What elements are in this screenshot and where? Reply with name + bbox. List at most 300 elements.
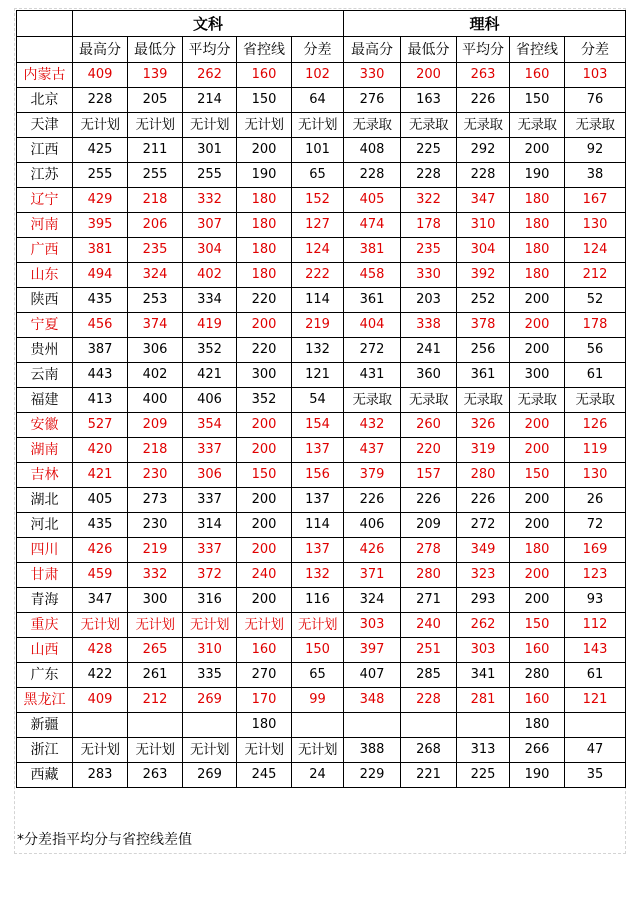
province-cell: 江西 (17, 138, 73, 163)
score-cell: 139 (128, 63, 183, 88)
province-cell: 浙江 (17, 738, 73, 763)
score-cell: 226 (457, 488, 510, 513)
score-cell: 304 (457, 238, 510, 263)
score-cell: 260 (401, 413, 457, 438)
table-row (17, 538, 626, 563)
table-row (17, 63, 626, 88)
score-cell: 374 (128, 313, 183, 338)
score-cell: 263 (457, 63, 510, 88)
column-header: 最高分 (344, 37, 401, 63)
province-cell: 河北 (17, 513, 73, 538)
table-row (17, 388, 626, 413)
score-cell: 180 (510, 713, 565, 738)
score-cell: 205 (128, 88, 183, 113)
province-cell: 北京 (17, 88, 73, 113)
province-cell: 云南 (17, 363, 73, 388)
score-cell: 335 (183, 663, 237, 688)
score-cell: 209 (128, 413, 183, 438)
score-cell: 301 (183, 138, 237, 163)
table-row (17, 113, 626, 138)
table-row (17, 613, 626, 638)
score-cell: 无计划 (237, 613, 292, 638)
score-cell: 337 (183, 438, 237, 463)
score-cell: 200 (237, 313, 292, 338)
score-cell: 169 (565, 538, 626, 563)
score-cell: 无计划 (128, 613, 183, 638)
score-cell: 230 (128, 513, 183, 538)
score-cell: 422 (73, 663, 128, 688)
table-row (17, 288, 626, 313)
province-cell: 四川 (17, 538, 73, 563)
score-cell: 47 (565, 738, 626, 763)
score-cell: 435 (73, 513, 128, 538)
score-cell: 322 (401, 188, 457, 213)
score-cell: 303 (457, 638, 510, 663)
score-cell: 379 (344, 463, 401, 488)
score-cell: 402 (128, 363, 183, 388)
score-cell: 200 (237, 413, 292, 438)
score-cell: 200 (237, 138, 292, 163)
score-cell: 200 (510, 413, 565, 438)
score-cell: 332 (183, 188, 237, 213)
score-cell: 310 (183, 638, 237, 663)
score-cell: 123 (565, 563, 626, 588)
score-cell: 332 (128, 563, 183, 588)
score-cell: 283 (73, 763, 128, 788)
score-cell: 114 (292, 513, 344, 538)
province-cell: 宁夏 (17, 313, 73, 338)
score-cell: 132 (292, 563, 344, 588)
score-cell: 214 (183, 88, 237, 113)
score-cell: 203 (401, 288, 457, 313)
score-cell: 114 (292, 288, 344, 313)
score-cell: 409 (73, 688, 128, 713)
score-cell: 527 (73, 413, 128, 438)
score-cell: 26 (565, 488, 626, 513)
score-cell: 494 (73, 263, 128, 288)
table-row (17, 663, 626, 688)
score-cell: 116 (292, 588, 344, 613)
score-cell: 220 (237, 338, 292, 363)
score-cell: 405 (344, 188, 401, 213)
footnote: *分差指平均分与省控线差值 (17, 832, 192, 848)
score-cell: 245 (237, 763, 292, 788)
province-cell: 广西 (17, 238, 73, 263)
province-cell: 辽宁 (17, 188, 73, 213)
score-cell: 337 (183, 488, 237, 513)
score-cell: 103 (565, 63, 626, 88)
score-cell: 200 (510, 488, 565, 513)
score-cell: 200 (237, 588, 292, 613)
score-cell: 137 (292, 438, 344, 463)
score-cell: 180 (510, 538, 565, 563)
score-cell: 425 (73, 138, 128, 163)
table-row (17, 563, 626, 588)
score-cell: 262 (457, 613, 510, 638)
score-cell: 405 (73, 488, 128, 513)
score-cell: 52 (565, 288, 626, 313)
province-cell: 新疆 (17, 713, 73, 738)
score-cell: 406 (344, 513, 401, 538)
score-cell: 372 (183, 563, 237, 588)
score-cell: 150 (510, 88, 565, 113)
table-row (17, 263, 626, 288)
score-cell: 212 (128, 688, 183, 713)
score-cell: 408 (344, 138, 401, 163)
score-cell: 230 (128, 463, 183, 488)
score-cell: 38 (565, 163, 626, 188)
score-cell: 428 (73, 638, 128, 663)
score-cell: 156 (292, 463, 344, 488)
score-cell: 360 (401, 363, 457, 388)
score-cell: 200 (237, 513, 292, 538)
column-header: 最高分 (73, 37, 128, 63)
score-cell (344, 713, 401, 738)
score-cell: 200 (510, 313, 565, 338)
score-cell: 330 (401, 263, 457, 288)
score-cell: 255 (73, 163, 128, 188)
score-cell: 200 (510, 563, 565, 588)
score-cell: 200 (510, 338, 565, 363)
score-cell: 347 (457, 188, 510, 213)
table-row (17, 463, 626, 488)
score-cell: 178 (565, 313, 626, 338)
province-cell: 广东 (17, 663, 73, 688)
score-cell: 387 (73, 338, 128, 363)
score-cell: 253 (128, 288, 183, 313)
score-cell: 200 (510, 138, 565, 163)
score-cell (401, 713, 457, 738)
score-cell: 124 (565, 238, 626, 263)
score-cell: 无录取 (510, 388, 565, 413)
score-cell: 397 (344, 638, 401, 663)
score-cell: 无录取 (344, 113, 401, 138)
score-cell: 无计划 (73, 738, 128, 763)
score-cell: 150 (510, 463, 565, 488)
score-cell: 324 (128, 263, 183, 288)
score-cell: 228 (401, 163, 457, 188)
table-row (17, 638, 626, 663)
score-cell: 240 (401, 613, 457, 638)
table-row (17, 88, 626, 113)
province-cell: 山东 (17, 263, 73, 288)
score-cell: 160 (237, 638, 292, 663)
score-cell: 421 (183, 363, 237, 388)
score-cell: 200 (510, 513, 565, 538)
score-cell: 无计划 (237, 113, 292, 138)
score-cell: 228 (457, 163, 510, 188)
score-cell: 378 (457, 313, 510, 338)
score-cell: 300 (510, 363, 565, 388)
corner-cell (17, 37, 73, 63)
score-cell: 280 (401, 563, 457, 588)
score-cell: 426 (73, 538, 128, 563)
score-cell: 371 (344, 563, 401, 588)
score-cell: 24 (292, 763, 344, 788)
score-cell: 99 (292, 688, 344, 713)
table-row (17, 413, 626, 438)
table-row (17, 338, 626, 363)
score-cell: 392 (457, 263, 510, 288)
score-cell: 419 (183, 313, 237, 338)
score-cell: 280 (510, 663, 565, 688)
province-cell: 西藏 (17, 763, 73, 788)
column-header: 省控线 (237, 37, 292, 63)
score-cell: 226 (344, 488, 401, 513)
table-row (17, 138, 626, 163)
score-cell: 61 (565, 663, 626, 688)
score-cell: 431 (344, 363, 401, 388)
score-cell: 404 (344, 313, 401, 338)
score-cell: 226 (457, 88, 510, 113)
score-cell: 324 (344, 588, 401, 613)
score-cell: 160 (237, 63, 292, 88)
score-cell: 228 (344, 163, 401, 188)
group-header-liberal-arts: 文科 (73, 11, 344, 37)
score-cell: 303 (344, 613, 401, 638)
table-row (17, 738, 626, 763)
score-cell: 361 (344, 288, 401, 313)
score-cell: 143 (565, 638, 626, 663)
table-row (17, 438, 626, 463)
score-cell: 269 (183, 763, 237, 788)
score-cell: 163 (401, 88, 457, 113)
province-cell: 贵州 (17, 338, 73, 363)
score-cell: 130 (565, 213, 626, 238)
score-cell: 212 (565, 263, 626, 288)
score-cell (292, 713, 344, 738)
score-cell: 无录取 (510, 113, 565, 138)
score-cell: 437 (344, 438, 401, 463)
score-cell: 220 (401, 438, 457, 463)
score-cell: 无计划 (292, 738, 344, 763)
province-cell: 内蒙古 (17, 63, 73, 88)
score-cell: 119 (565, 438, 626, 463)
score-cell: 272 (457, 513, 510, 538)
score-cell: 130 (565, 463, 626, 488)
column-header: 分差 (565, 37, 626, 63)
score-cell: 170 (237, 688, 292, 713)
score-cell: 235 (401, 238, 457, 263)
score-cell: 435 (73, 288, 128, 313)
province-cell: 陕西 (17, 288, 73, 313)
score-cell: 124 (292, 238, 344, 263)
score-cell: 209 (401, 513, 457, 538)
score-cell: 265 (128, 638, 183, 663)
score-cell: 406 (183, 388, 237, 413)
score-cell: 无录取 (565, 388, 626, 413)
score-cell: 337 (183, 538, 237, 563)
score-cell: 167 (565, 188, 626, 213)
score-cell: 270 (237, 663, 292, 688)
score-cell: 314 (183, 513, 237, 538)
score-cell: 338 (401, 313, 457, 338)
score-cell: 132 (292, 338, 344, 363)
score-cell: 121 (292, 363, 344, 388)
score-cell: 381 (344, 238, 401, 263)
score-cell: 160 (510, 638, 565, 663)
province-cell: 黑龙江 (17, 688, 73, 713)
table-row (17, 163, 626, 188)
column-header-row (17, 37, 626, 63)
table-row (17, 588, 626, 613)
score-cell: 349 (457, 538, 510, 563)
score-cell: 272 (344, 338, 401, 363)
score-cell: 200 (237, 438, 292, 463)
score-cell: 150 (510, 613, 565, 638)
score-cell: 72 (565, 513, 626, 538)
province-cell: 甘肃 (17, 563, 73, 588)
score-cell: 154 (292, 413, 344, 438)
score-cell: 276 (344, 88, 401, 113)
province-cell: 重庆 (17, 613, 73, 638)
score-cell: 102 (292, 63, 344, 88)
score-cell: 150 (237, 463, 292, 488)
score-cell (457, 713, 510, 738)
score-cell: 218 (128, 188, 183, 213)
province-cell: 吉林 (17, 463, 73, 488)
score-cell: 266 (510, 738, 565, 763)
table-row (17, 188, 626, 213)
score-cell: 76 (565, 88, 626, 113)
score-cell: 无计划 (183, 613, 237, 638)
score-cell: 178 (401, 213, 457, 238)
column-header: 省控线 (510, 37, 565, 63)
score-cell: 112 (565, 613, 626, 638)
score-cell: 无计划 (73, 613, 128, 638)
score-cell: 263 (128, 763, 183, 788)
score-cell: 292 (457, 138, 510, 163)
score-cell: 160 (510, 688, 565, 713)
score-cell: 无计划 (292, 613, 344, 638)
score-cell: 65 (292, 663, 344, 688)
score-cell: 256 (457, 338, 510, 363)
province-cell: 青海 (17, 588, 73, 613)
score-cell: 313 (457, 738, 510, 763)
score-cell: 352 (183, 338, 237, 363)
score-cell: 180 (510, 263, 565, 288)
score-cell: 200 (401, 63, 457, 88)
score-cell: 221 (401, 763, 457, 788)
table-row (17, 488, 626, 513)
score-table (16, 10, 626, 788)
table-row (17, 238, 626, 263)
province-cell: 福建 (17, 388, 73, 413)
province-cell: 安徽 (17, 413, 73, 438)
score-cell (128, 713, 183, 738)
score-cell: 285 (401, 663, 457, 688)
score-cell: 459 (73, 563, 128, 588)
table-row (17, 688, 626, 713)
column-header: 最低分 (128, 37, 183, 63)
score-cell: 180 (237, 263, 292, 288)
score-cell: 220 (237, 288, 292, 313)
score-cell: 190 (510, 163, 565, 188)
score-cell: 300 (237, 363, 292, 388)
score-cell: 157 (401, 463, 457, 488)
score-cell: 150 (292, 638, 344, 663)
score-cell: 190 (510, 763, 565, 788)
score-cell: 429 (73, 188, 128, 213)
score-cell: 200 (510, 438, 565, 463)
column-header: 平均分 (183, 37, 237, 63)
score-cell (565, 713, 626, 738)
column-header: 平均分 (457, 37, 510, 63)
score-cell: 150 (237, 88, 292, 113)
score-cell: 310 (457, 213, 510, 238)
score-cell: 211 (128, 138, 183, 163)
score-cell: 180 (237, 713, 292, 738)
score-cell: 无计划 (73, 113, 128, 138)
score-cell: 226 (401, 488, 457, 513)
group-header-row (17, 11, 626, 37)
score-cell: 278 (401, 538, 457, 563)
score-cell: 无录取 (344, 388, 401, 413)
province-cell: 湖南 (17, 438, 73, 463)
score-cell: 316 (183, 588, 237, 613)
score-cell: 无录取 (401, 113, 457, 138)
score-cell: 255 (183, 163, 237, 188)
score-cell: 无计划 (183, 113, 237, 138)
score-cell: 413 (73, 388, 128, 413)
score-cell: 271 (401, 588, 457, 613)
score-cell: 225 (401, 138, 457, 163)
province-cell: 河南 (17, 213, 73, 238)
score-cell: 228 (401, 688, 457, 713)
score-cell: 426 (344, 538, 401, 563)
score-cell: 268 (401, 738, 457, 763)
score-cell: 241 (401, 338, 457, 363)
score-cell: 160 (510, 63, 565, 88)
score-cell: 54 (292, 388, 344, 413)
score-cell: 180 (510, 188, 565, 213)
table-row (17, 713, 626, 738)
table-row (17, 513, 626, 538)
score-cell: 330 (344, 63, 401, 88)
score-cell: 443 (73, 363, 128, 388)
score-cell: 347 (73, 588, 128, 613)
score-cell: 222 (292, 263, 344, 288)
score-cell: 319 (457, 438, 510, 463)
score-cell: 341 (457, 663, 510, 688)
score-cell: 92 (565, 138, 626, 163)
province-cell: 湖北 (17, 488, 73, 513)
score-cell: 56 (565, 338, 626, 363)
score-cell: 381 (73, 238, 128, 263)
table-row (17, 363, 626, 388)
score-cell: 无录取 (565, 113, 626, 138)
score-cell: 456 (73, 313, 128, 338)
score-cell: 137 (292, 538, 344, 563)
score-cell: 64 (292, 88, 344, 113)
score-cell: 228 (73, 88, 128, 113)
score-cell: 281 (457, 688, 510, 713)
score-cell: 307 (183, 213, 237, 238)
score-cell: 269 (183, 688, 237, 713)
score-cell: 240 (237, 563, 292, 588)
table-row (17, 313, 626, 338)
score-cell: 255 (128, 163, 183, 188)
score-cell: 126 (565, 413, 626, 438)
score-cell: 225 (457, 763, 510, 788)
score-cell: 402 (183, 263, 237, 288)
score-cell: 304 (183, 238, 237, 263)
score-cell: 219 (292, 313, 344, 338)
score-cell: 180 (237, 238, 292, 263)
score-cell: 235 (128, 238, 183, 263)
province-cell: 天津 (17, 113, 73, 138)
score-cell: 273 (128, 488, 183, 513)
